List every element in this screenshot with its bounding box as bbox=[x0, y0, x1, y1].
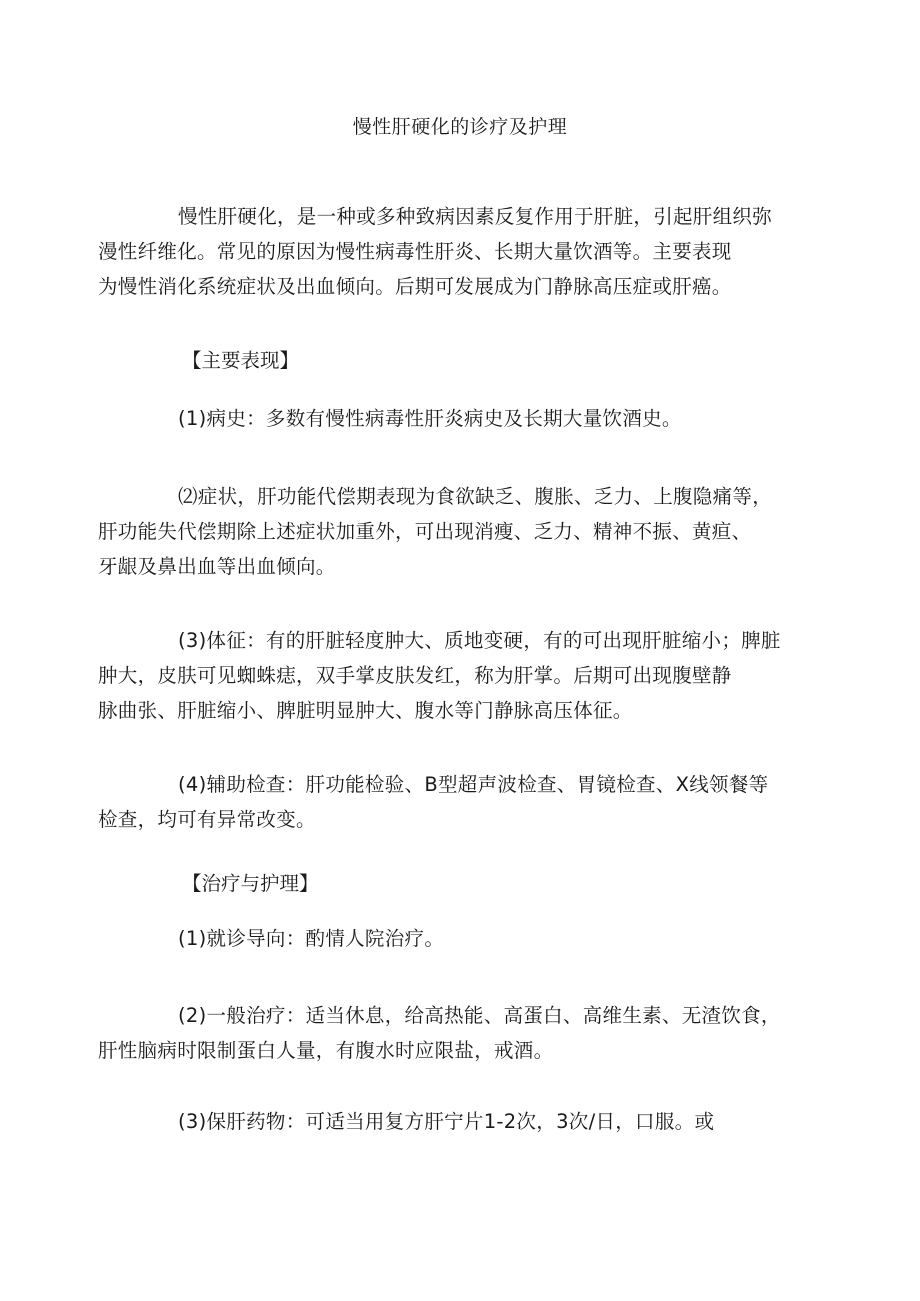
intro-paragraph bbox=[98, 199, 788, 304]
manifestation-item-symptoms bbox=[98, 479, 788, 584]
manifestation-item-history bbox=[138, 401, 788, 436]
item-line: 肝功能失代偿期除上述症状加重外，可出现消瘦、乏力、精神不振、黄疸、 bbox=[98, 520, 752, 543]
item-line: (3)体征：有的肝脏轻度肿大、质地变硬，有的可出现肝脏缩小；脾脏 bbox=[178, 629, 781, 652]
item-line: 肝性脑病时限制蛋白人量，有腹水时应限盐，戒酒。 bbox=[98, 1039, 554, 1062]
section-heading-treatment: 【治疗与护理】 bbox=[182, 872, 319, 895]
item-line: 肿大，皮肤可见蜘蛛痣，双手掌皮肤发红，称为肝掌。后期可出现腹壁静 bbox=[98, 664, 732, 687]
treatment-item-liver-drugs bbox=[138, 1104, 788, 1139]
item-line: (2)一般治疗：适当休息，给高热能、高蛋白、高维生素、无渣饮食， bbox=[178, 1004, 781, 1027]
treatment-item-general bbox=[98, 998, 788, 1068]
document-title: 慢性肝硬化的诊疗及护理 bbox=[352, 116, 568, 138]
item-line: 脉曲张、肝脏缩小、脾脏明显肿大、腹水等门静脉高压体征。 bbox=[98, 699, 633, 722]
intro-line: 漫性纤维化。常见的原因为慢性病毒性肝炎、长期大量饮酒等。主要表现 bbox=[98, 240, 732, 263]
treatment-item-guidance bbox=[138, 921, 788, 956]
item-line: (4)辅助检查：肝功能检验、B型超声波检查、胃镜检查、X线领餐等 bbox=[178, 773, 769, 796]
manifestation-item-signs bbox=[98, 623, 788, 728]
item-line: ⑵症状，肝功能代偿期表现为食欲缺乏、腹胀、乏力、上腹隐痛等， bbox=[178, 485, 773, 508]
intro-line: 慢性肝硬化，是一种或多种致病因素反复作用于肝脏，引起肝组织弥 bbox=[178, 205, 773, 228]
item-line: 牙龈及鼻出血等出血倾向。 bbox=[98, 555, 336, 578]
item-line: (3)保肝药物：可适当用复方肝宁片1-2次，3次/日，口服。或 bbox=[178, 1110, 715, 1133]
intro-line: 为慢性消化系统症状及出血倾向。后期可发展成为门静脉高压症或肝癌。 bbox=[98, 275, 732, 298]
section-heading-manifestations: 【主要表现】 bbox=[182, 349, 300, 372]
item-line: (1)病史：多数有慢性病毒性肝炎病史及长期大量饮酒史。 bbox=[178, 407, 682, 430]
item-line: (1)就诊导向：酌情人院治疗。 bbox=[178, 927, 445, 950]
manifestation-item-exams bbox=[98, 767, 788, 837]
item-line: 检查，均可有异常改变。 bbox=[98, 808, 316, 831]
